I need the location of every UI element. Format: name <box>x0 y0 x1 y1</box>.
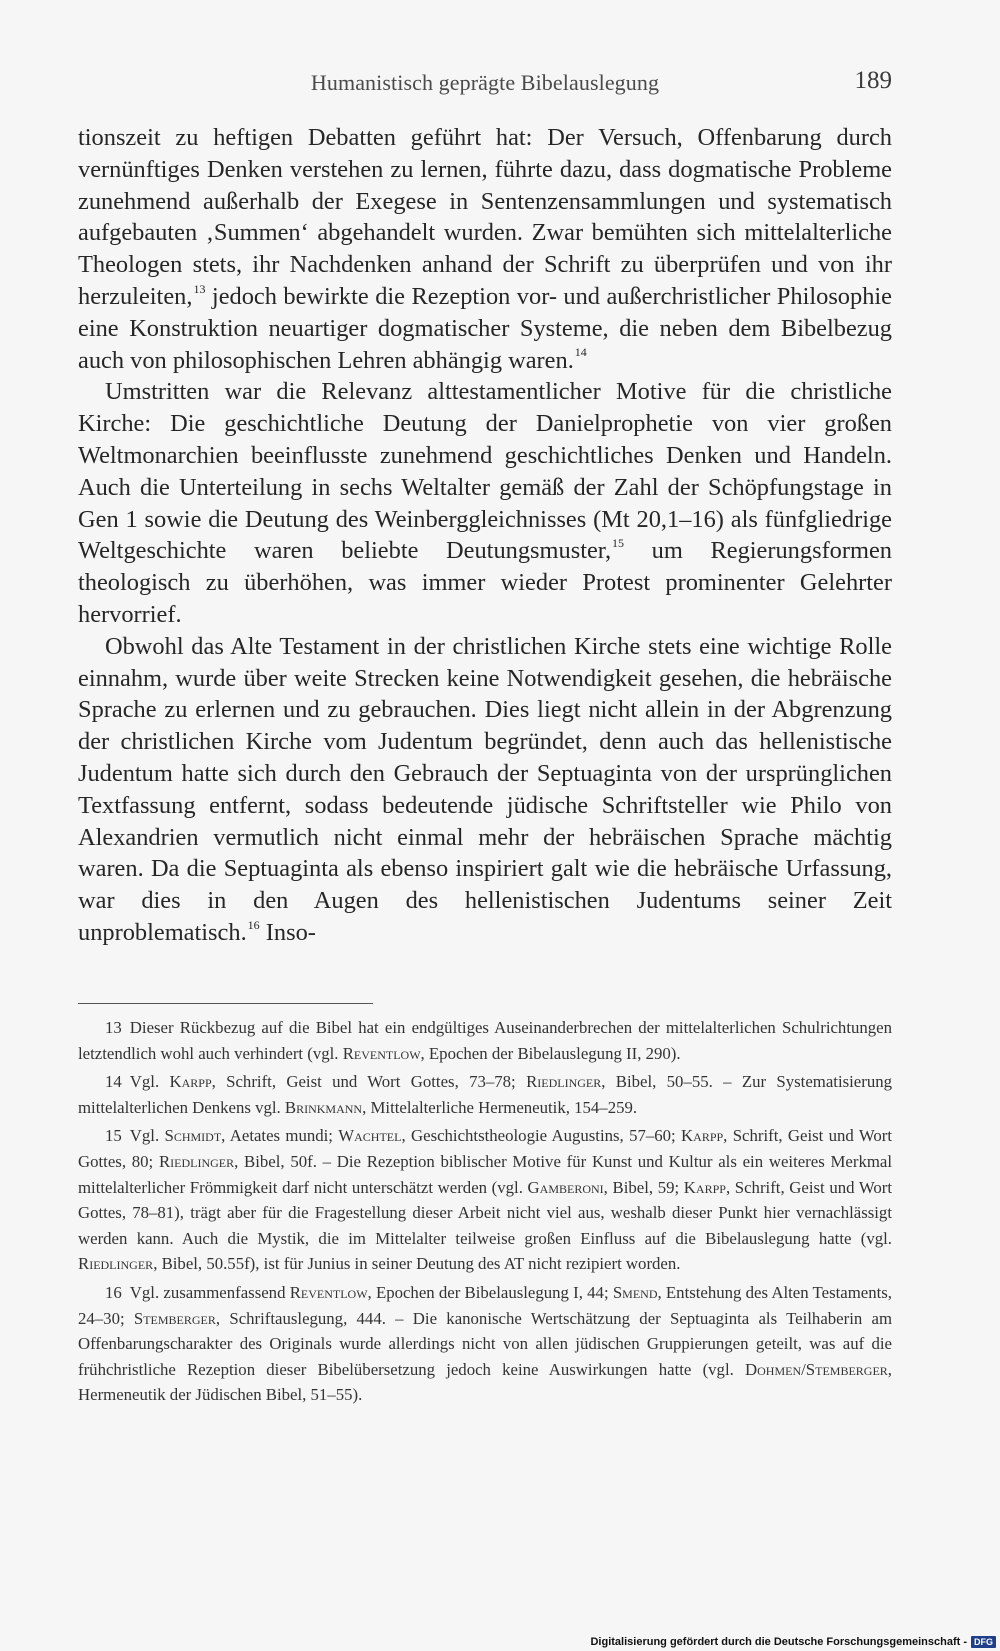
footnote-ref-14: 14 <box>574 345 587 360</box>
paragraph-2 <box>78 376 892 630</box>
author-name: Wachtel <box>338 1126 402 1146</box>
footnote-ref-15: 15 <box>612 536 625 551</box>
footnote-13: 13 Dieser Rückbezug auf die Bibel hat ein endgültiges Auseinanderbrechen der mittelalterlichen Schulrichtungen letztendlich wohl auch verhindert (vgl. Reventlow, Epochen der Bibelauslegung II, 290). <box>78 1018 892 1063</box>
author-name: Dohmen/Stemberger <box>745 1359 888 1379</box>
author-name: Karpp <box>169 1072 212 1092</box>
digitization-text: Digitalisierung gefördert durch die Deutsche Forschungsgemeinschaft - <box>590 1636 967 1648</box>
footnote-ref-13: 13 <box>193 281 206 296</box>
footnote-number: 16 <box>105 1282 122 1302</box>
author-name: Smend <box>612 1282 658 1302</box>
paragraph-1 <box>78 122 892 376</box>
author-name: Karpp <box>681 1126 724 1146</box>
page-header <box>78 67 892 102</box>
footnote-number: 13 <box>105 1018 122 1037</box>
author-name: Brinkmann <box>284 1097 363 1117</box>
paragraph-text: um Regierungsformen theologisch zu überhöhen, was immer wieder Protest prominenter Gelehrter hervorrief. <box>78 537 892 628</box>
author-name: Schmidt <box>164 1126 222 1146</box>
page-number: 189 <box>854 67 892 94</box>
paragraph-text: Obwohl das Alte Testament in der christlichen Kirche stets eine wichtige Rolle einnahm, wurde über weite Strecken keine Notwendigkeit gesehen, die hebräische Sprache zu erlernen und zu gebrauchen. Dies liegt nicht allein in der Abgrenzung der christlichen Kirche vom Judentum begründet, denn auch das hellenistische Judentum hatte sich durch den Gebrauch der Septuaginta von der ursprünglichen Textfassung entfernt, sodass bedeutende jüdische Schriftsteller wie Philo von Alexandrien vermutlich nicht einmal mehr der hebräischen Sprache mächtig waren. Da die Septuaginta als ebenso inspiriert galt wie die hebräische Urfassung, war dies in den Augen des hellenistischen Judentums seiner Zeit unproblematisch. <box>78 632 892 946</box>
digitization-notice <box>590 1636 996 1648</box>
footnote-14: 14 Vgl. Karpp, Schrift, Geist und Wort Gottes, 73–78; Riedlinger, Bibel, 50–55. – Zur Systematisierung mittelalterlichen Denkens vgl. Brinkmann, Mittelalterliche Hermeneutik, 154–259. <box>78 1072 893 1117</box>
dfg-logo: DFG <box>971 1636 996 1648</box>
author-name: Reventlow <box>342 1043 421 1063</box>
footnotes <box>78 1015 892 1411</box>
paragraph-text: Umstritten war die Relevanz alttestamentlicher Motive für die christliche Kirche: Die geschichtliche Deutung der Danielprophetie von vier großen Weltmonarchien beeinflusste zunehmend geschichtliches Denken und Handeln. Auch die Unterteilung in sechs Weltalter gemäß der Zahl der Schöpfungstage in Gen 1 sowie die Deutung des Weinberggleichnisses (Mt 20,1–16) als fünfgliedrige Weltgeschichte waren beliebte Deutungsmuster, <box>78 378 892 565</box>
author-name: Riedlinger <box>158 1151 235 1171</box>
footnote-number: 15 <box>105 1126 122 1146</box>
author-name: Riedlinger <box>526 1072 602 1092</box>
author-name: Karpp <box>683 1177 726 1197</box>
paragraph-text: jedoch bewirkte die Rezeption vor- und außerchristlicher Philosophie eine Konstruktion neuartiger dogmatischer Systeme, die neben dem Bibelbezug auch von philosophischen Lehren abhängig waren. <box>78 282 892 374</box>
footnote-separator <box>78 1003 373 1004</box>
paragraph-3 <box>78 631 892 949</box>
author-name: Stemberger <box>133 1308 216 1328</box>
footnote-ref-16: 16 <box>247 917 260 932</box>
footnote-number: 14 <box>105 1072 122 1092</box>
main-text <box>78 122 892 949</box>
paragraph-text: Inso- <box>259 918 316 946</box>
footnote-15: 15 Vgl. Schmidt, Aetates mundi; Wachtel, Geschichtstheologie Augustins, 57–60; Karpp, Schrift, Geist und Wort Gottes, 80; Riedlinger, Bibel, 50f. – Die Rezeption biblischer Motive für Kunst und Kultur als ein weiteres Merkmal mittelalterlicher Frömmigkeit darf nicht unterschätzt werden (vgl. Gamberoni, Bibel, 59; Karpp, Schrift, Geist und Wort Gottes, 78–81), trägt aber für die Fragestellung dieser Arbeit nicht viel aus, weshalb dieser Punkt hier vernachlässigt werden kann. Auch die Mystik, die im Mittelalter teilweise großen Einfluss auf die Bibelauslegung hatte (vgl. Riedlinger, Bibel, 50.55f), ist für Junius in seiner Deutung des AT nicht rezipiert worden. <box>78 1126 892 1274</box>
author-name: Riedlinger <box>78 1254 154 1274</box>
author-name: Gamberoni <box>527 1177 604 1197</box>
author-name: Reventlow <box>289 1282 368 1302</box>
paragraph-text: tionszeit zu heftigen Debatten geführt hat: Der Versuch, Offenbarung durch vernünftiges Denken verstehen zu lernen, führte dazu, dass dogmatische Probleme zunehmend außerhalb der Exegese in Sentenzensammlungen und systematisch aufgebauten ‚Summen‘ abgehandelt wurden. Zwar bemühten sich mittelalterliche Theologen stets, ihr Nachdenken anhand der Schrift zu überprüfen und von ihr herzuleiten, <box>78 124 892 310</box>
footnote-16: 16 Vgl. zusammenfassend Reventlow, Epochen der Bibelauslegung I, 44; Smend, Entstehung des Alten Testaments, 24–30; Stemberger, Schriftauslegung, 444. – Die kanonische Wertschätzung der Septuaginta als Teilhaberin am Offenbarungscharakter des Originals wurde allerdings nicht von allen jüdischen Gruppierungen geteilt, was auf die frühchristliche Rezeption dieser Bibelübersetzung jedoch keine Auswirkungen hatte (vgl. Dohmen/Stemberger, Hermeneutik der Jüdischen Bibel, 51–55). <box>78 1282 893 1405</box>
running-head: Humanistisch geprägte Bibelauslegung <box>310 70 660 95</box>
